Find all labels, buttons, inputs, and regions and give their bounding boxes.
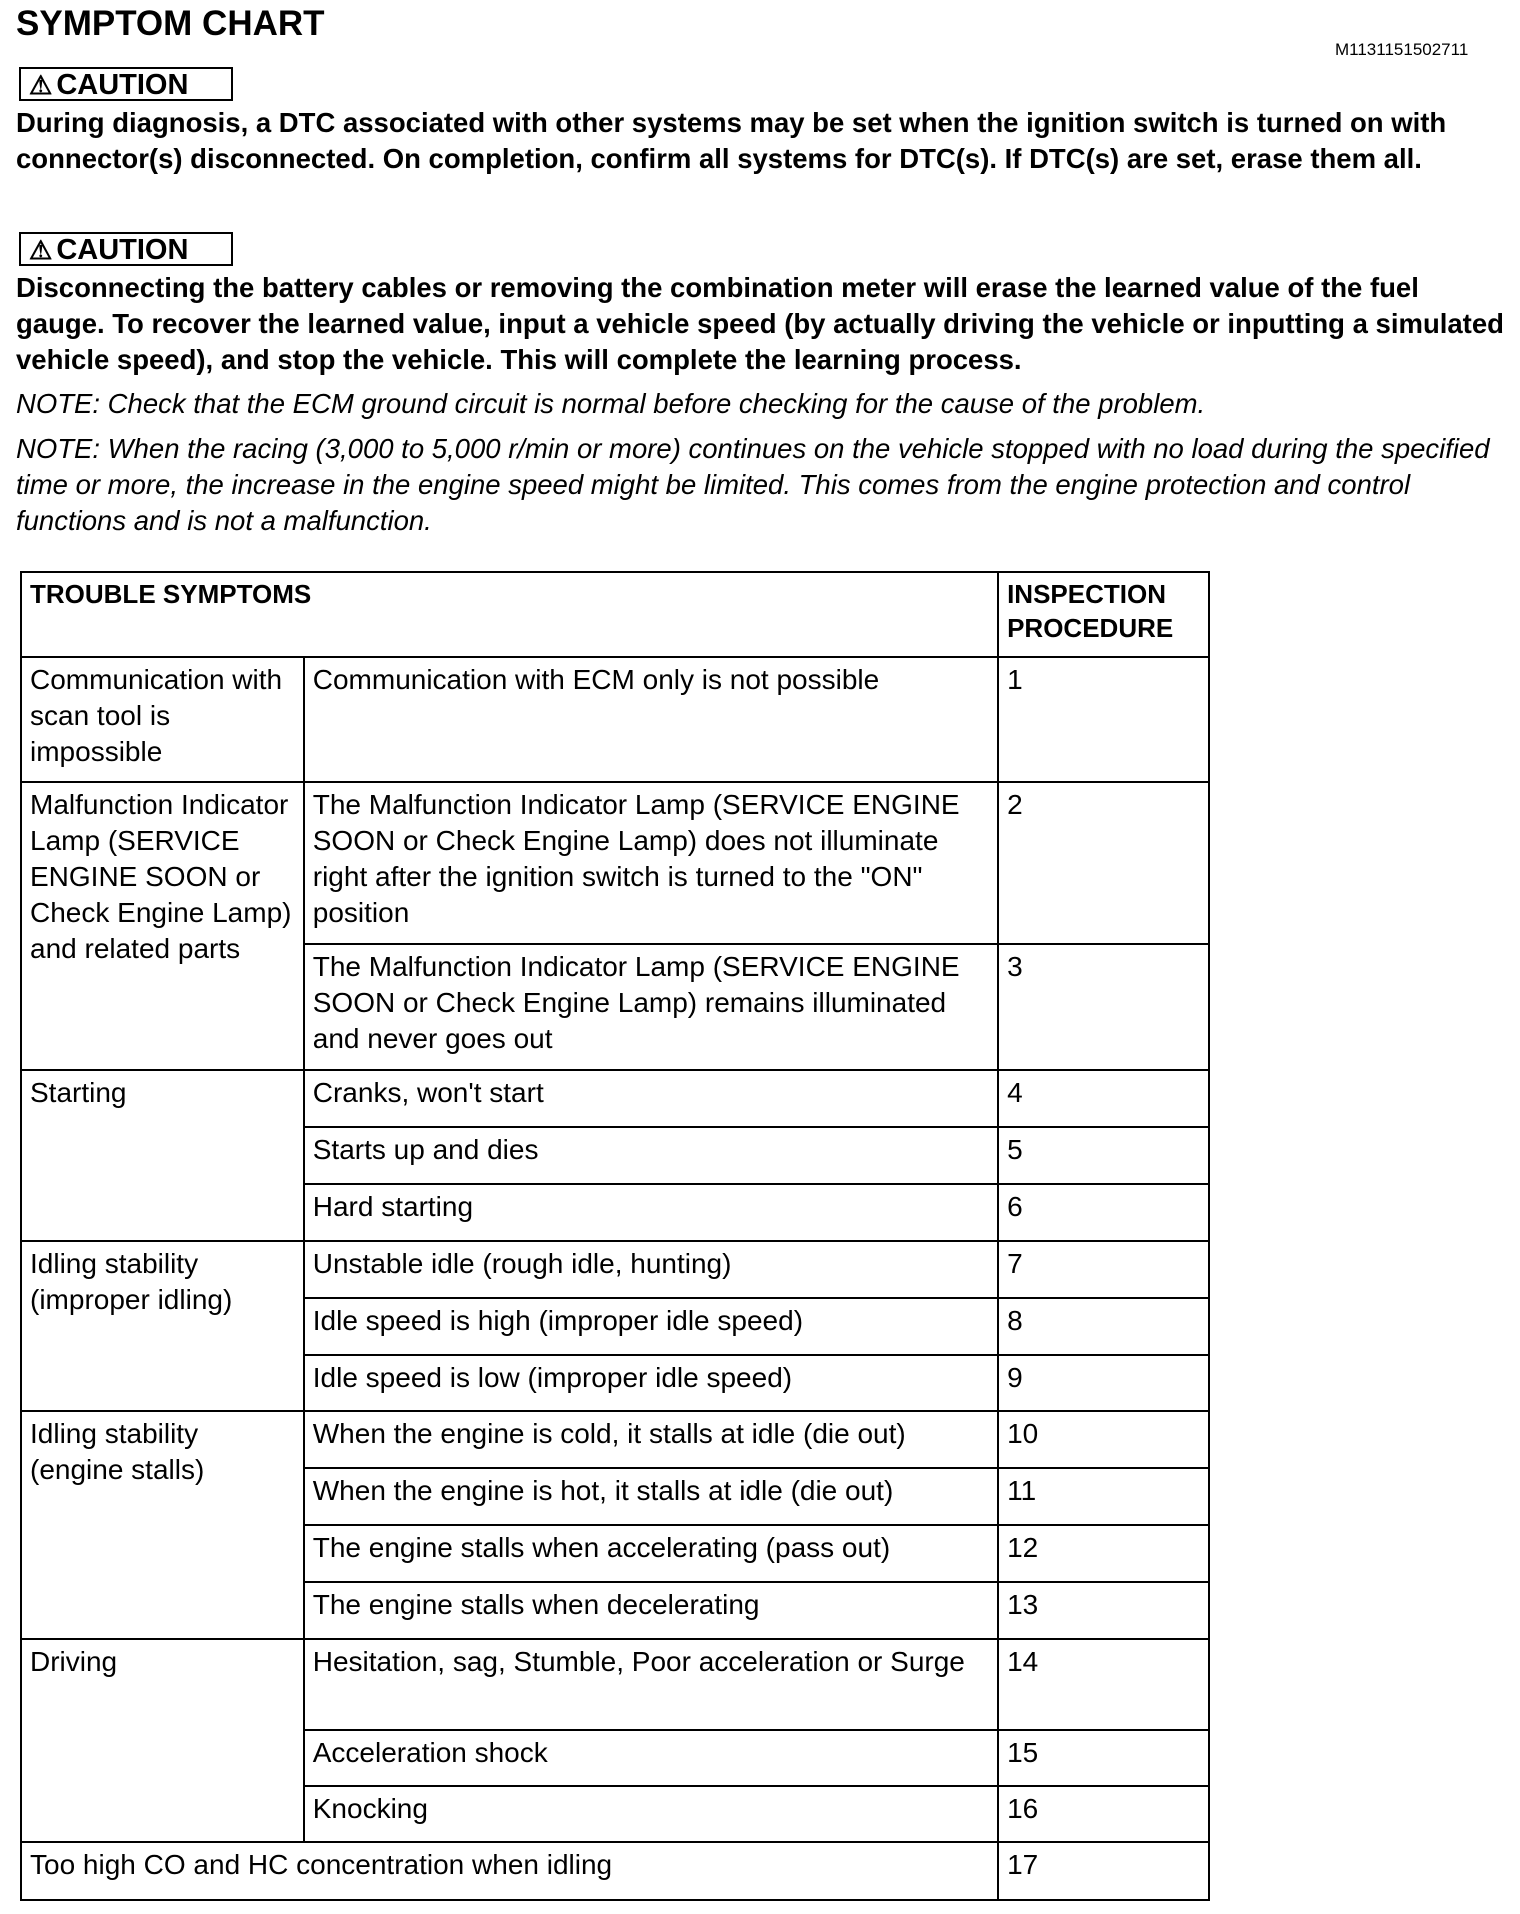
symptom-cell: Idle speed is low (improper idle speed) (304, 1355, 998, 1411)
page-title: SYMPTOM CHART (16, 4, 325, 43)
caution-label (19, 67, 233, 101)
warning-triangle-icon: ⚠ (29, 235, 53, 265)
symptom-cell: Cranks, won't start (304, 1070, 998, 1127)
procedure-number: 4 (998, 1070, 1209, 1127)
symptom-cell: Communication with ECM only is not possible (304, 657, 998, 782)
procedure-number: 12 (998, 1525, 1209, 1582)
symptom-category: Communication with scan tool is impossible (21, 657, 304, 782)
procedure-number: 5 (998, 1127, 1209, 1184)
symptom-cell: The engine stalls when decelerating (304, 1582, 998, 1639)
warning-triangle-icon: ⚠ (29, 70, 53, 100)
procedure-number: 13 (998, 1582, 1209, 1639)
document-id: M1131151502711 (1335, 40, 1469, 59)
symptom-cell: Acceleration shock (304, 1730, 998, 1786)
symptom-cell: The engine stalls when accelerating (pass out) (304, 1525, 998, 1582)
symptom-category: Starting (21, 1070, 304, 1241)
procedure-number: 14 (998, 1639, 1209, 1730)
symptom-cell: Hard starting (304, 1184, 998, 1241)
note: NOTE: When the racing (3,000 to 5,000 r/min or more) continues on the vehicle stopped with no load during the specified time or more, the increase in the engine speed might be limited. This comes from the engine protection and control functions and is not a malfunction. (16, 433, 1490, 536)
table-header-row (21, 572, 1209, 657)
header-inspection-procedure: INSPECTION PROCEDURE (998, 572, 1209, 657)
symptom-category: Malfunction Indicator Lamp (SERVICE ENGINE SOON or Check Engine Lamp) and related parts (21, 782, 304, 1070)
table-row (21, 1842, 1209, 1900)
symptom-cell: Unstable idle (rough idle, hunting) (304, 1241, 998, 1298)
procedure-number: 9 (998, 1355, 1209, 1411)
table-row (21, 1411, 1209, 1468)
caution-paragraph: During diagnosis, a DTC associated with other systems may be set when the ignition switch is turned on with connector(s) disconnected. On completion, confirm all systems for DTC(s). If DTC(s) are set, erase them all. (16, 107, 1447, 174)
symptom-cell: When the engine is hot, it stalls at idle (die out) (304, 1468, 998, 1525)
caution-label (19, 232, 233, 266)
procedure-number: 15 (998, 1730, 1209, 1786)
table-row (21, 1639, 1209, 1730)
procedure-number: 16 (998, 1786, 1209, 1842)
procedure-number: 17 (998, 1842, 1209, 1900)
procedure-number: 10 (998, 1411, 1209, 1468)
caution-text: CAUTION (56, 234, 189, 266)
symptom-cell: Knocking (304, 1786, 998, 1842)
procedure-number: 6 (998, 1184, 1209, 1241)
symptom-cell: Hesitation, sag, Stumble, Poor acceleration or Surge (304, 1639, 998, 1730)
table-row (21, 782, 1209, 944)
procedure-number: 1 (998, 657, 1209, 782)
symptom-cell: Starts up and dies (304, 1127, 998, 1184)
symptom-category: Idling stability (improper idling) (21, 1241, 304, 1411)
procedure-number: 3 (998, 944, 1209, 1070)
table-row (21, 657, 1209, 782)
procedure-number: 8 (998, 1298, 1209, 1355)
symptom-table (20, 571, 1210, 1901)
table-row (21, 1070, 1209, 1127)
symptom-category: Driving (21, 1639, 304, 1842)
caution-text: CAUTION (56, 69, 189, 101)
procedure-number: 7 (998, 1241, 1209, 1298)
symptom-cell: The Malfunction Indicator Lamp (SERVICE ENGINE SOON or Check Engine Lamp) does not illuminate right after the ignition switch is turned to the "ON" position (304, 782, 998, 944)
symptom-cell: When the engine is cold, it stalls at idle (die out) (304, 1411, 998, 1468)
caution-paragraph: Disconnecting the battery cables or removing the combination meter will erase the learned value of the fuel gauge. To recover the learned value, input a vehicle speed (by actually driving the vehicle or inputting a simulated vehicle speed), and stop the vehicle. This will complete the learning process. (16, 272, 1504, 375)
symptom-cell: The Malfunction Indicator Lamp (SERVICE ENGINE SOON or Check Engine Lamp) remains illuminated and never goes out (304, 944, 998, 1070)
symptom-cell: Too high CO and HC concentration when idling (21, 1842, 998, 1900)
procedure-number: 11 (998, 1468, 1209, 1525)
symptom-cell: Idle speed is high (improper idle speed) (304, 1298, 998, 1355)
header-trouble-symptoms: TROUBLE SYMPTOMS (21, 572, 998, 657)
procedure-number: 2 (998, 782, 1209, 944)
table-row (21, 1241, 1209, 1298)
symptom-category: Idling stability (engine stalls) (21, 1411, 304, 1639)
note: NOTE: Check that the ECM ground circuit is normal before checking for the cause of the problem. (16, 388, 1206, 419)
